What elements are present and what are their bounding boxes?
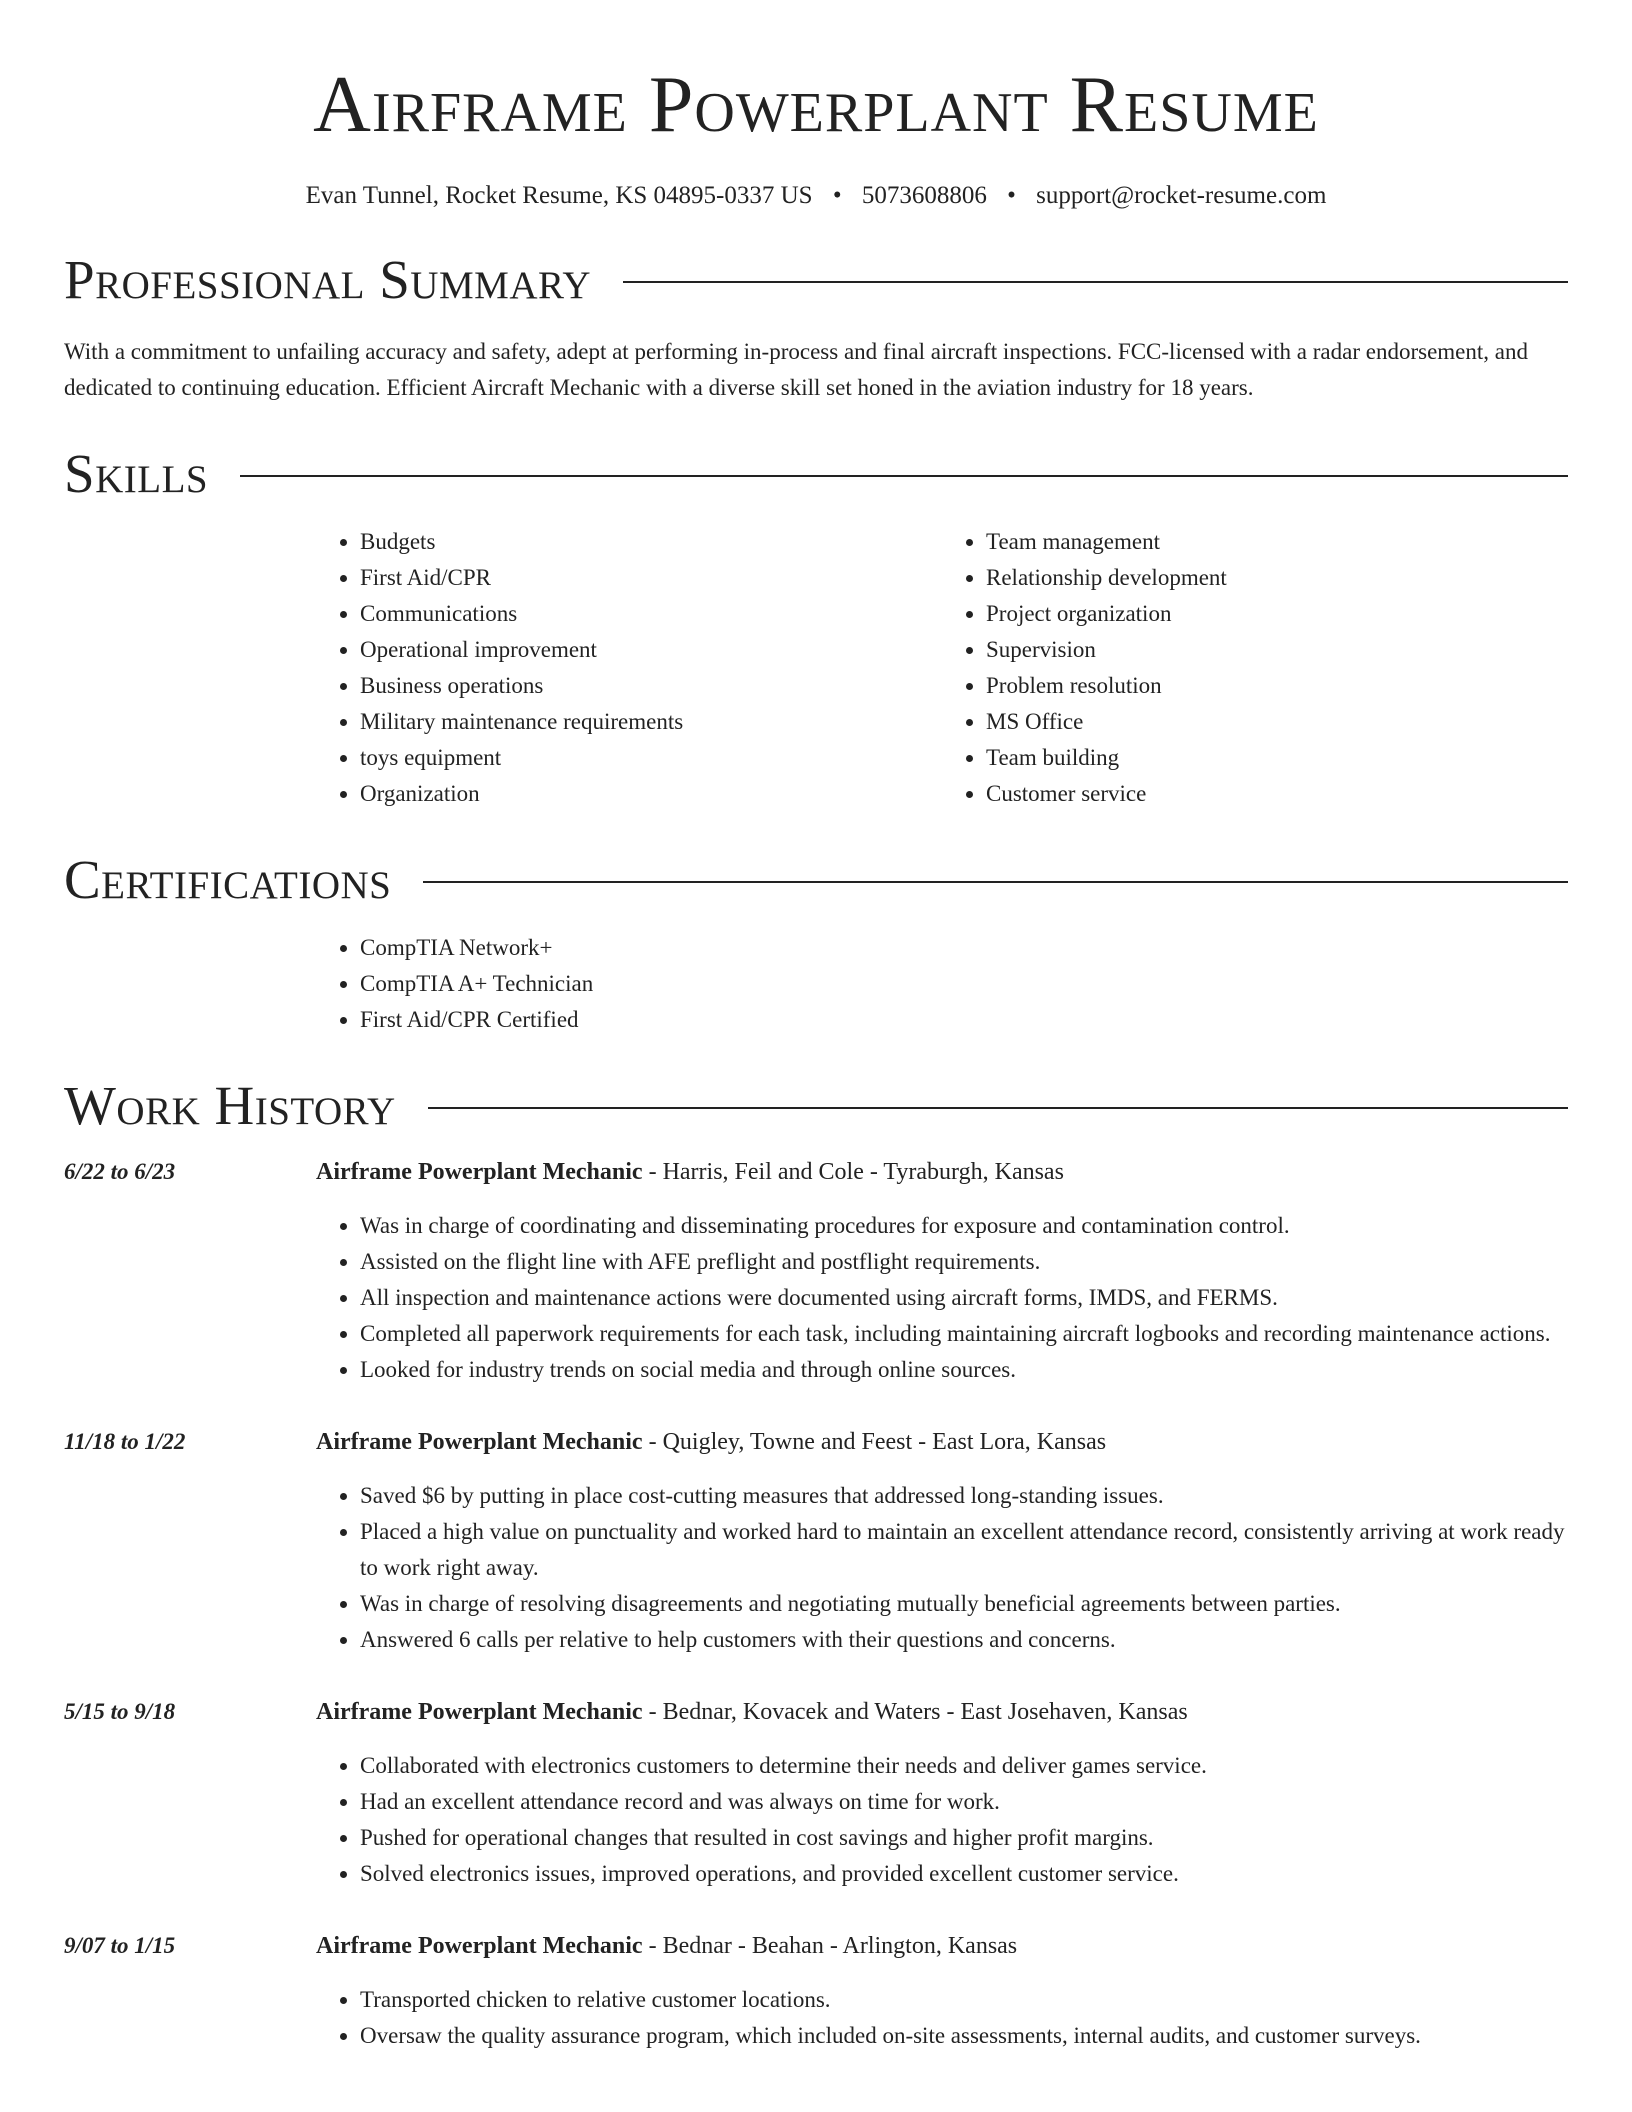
work-history-heading-row bbox=[64, 1072, 1568, 1140]
summary-heading: Professional Summary bbox=[64, 249, 592, 310]
job-bullet: • Solved electronics issues, improved operations, and provided excellent customer service. bbox=[360, 1856, 1568, 1892]
job-bullet: • Assisted on the flight line with AFE preflight and postflight requirements. bbox=[360, 1244, 1568, 1280]
skill-item: • First Aid/CPR bbox=[360, 560, 942, 596]
job-details bbox=[316, 1928, 1568, 2054]
certifications-heading: Certifications bbox=[64, 849, 392, 910]
job-bullet: • Looked for industry trends on social media and through online sources. bbox=[360, 1352, 1568, 1388]
job-bullet: • Placed a high value on punctuality and worked hard to maintain an excellent attendance record, consistently arriving at work ready to work right away. bbox=[360, 1514, 1568, 1586]
job-bullet: • Completed all paperwork requirements for each task, including maintaining aircraft logbooks and recording maintenance actions. bbox=[360, 1316, 1568, 1352]
skill-item: • Team management bbox=[986, 524, 1568, 560]
skills-heading: Skills bbox=[64, 443, 209, 504]
job-entry bbox=[64, 1694, 1568, 1892]
certification-item: • First Aid/CPR Certified bbox=[360, 1002, 1568, 1038]
contact-email[interactable]: support@rocket-resume.com bbox=[1036, 182, 1327, 209]
skills-column-left bbox=[316, 524, 942, 812]
job-bullet: • Collaborated with electronics customers to determine their needs and deliver games service. bbox=[360, 1748, 1568, 1784]
job-bullet: • Answered 6 calls per relative to help customers with their questions and concerns. bbox=[360, 1622, 1568, 1658]
job-bullets bbox=[316, 1478, 1568, 1658]
job-bullet: • Had an excellent attendance record and was always on time for work. bbox=[360, 1784, 1568, 1820]
job-employer: - Quigley, Towne and Feest - East Lora, Kansas bbox=[642, 1429, 1107, 1455]
job-title: Airframe Powerplant Mechanic bbox=[316, 1699, 643, 1725]
skill-item: • MS Office bbox=[986, 704, 1568, 740]
certifications-list-wrap bbox=[316, 930, 1568, 1038]
job-entry bbox=[64, 1928, 1568, 2054]
job-employer: - Harris, Feil and Cole - Tyraburgh, Kansas bbox=[642, 1159, 1064, 1185]
job-heading bbox=[316, 1928, 1568, 1964]
skills-column-right bbox=[942, 524, 1568, 812]
skill-item: • Business operations bbox=[360, 668, 942, 704]
job-title: Airframe Powerplant Mechanic bbox=[316, 1429, 643, 1455]
section-divider bbox=[423, 881, 1568, 883]
job-entry bbox=[64, 1424, 1568, 1658]
job-bullet: • Pushed for operational changes that resulted in cost savings and higher profit margins. bbox=[360, 1820, 1568, 1856]
certifications-list bbox=[316, 930, 1568, 1038]
job-bullets bbox=[316, 1982, 1568, 2054]
work-history-heading: Work History bbox=[64, 1075, 396, 1136]
job-title: Airframe Powerplant Mechanic bbox=[316, 1933, 643, 1959]
contact-phone: 5073608806 bbox=[861, 182, 987, 209]
skill-item: • toys equipment bbox=[360, 740, 942, 776]
skill-item: • Military maintenance requirements bbox=[360, 704, 942, 740]
skill-item: • Customer service bbox=[986, 776, 1568, 812]
job-dates: 6/22 to 6/23 bbox=[64, 1159, 176, 1184]
resume-title: Airframe Powerplant Resume bbox=[313, 61, 1319, 149]
job-dates: 11/18 to 1/22 bbox=[64, 1429, 186, 1454]
skill-item: • Budgets bbox=[360, 524, 942, 560]
job-employer: - Bednar - Beahan - Arlington, Kansas bbox=[642, 1933, 1018, 1959]
skills-heading-row bbox=[64, 440, 1568, 508]
job-bullet: • Oversaw the quality assurance program, which included on-site assessments, internal audits, and customer surveys. bbox=[360, 2018, 1568, 2054]
certifications-section bbox=[64, 846, 1568, 1038]
job-details bbox=[316, 1424, 1568, 1658]
contact-line bbox=[64, 180, 1568, 212]
summary-text: With a commitment to unfailing accuracy and safety, adept at performing in-process and final aircraft inspections. FCC-licensed with a radar endorsement, and dedicated to continuing education. Efficient Aircraft Mechanic with a diverse skill set honed in the aviation industry for 18 years. bbox=[64, 339, 1528, 400]
contact-separator: • bbox=[1007, 182, 1016, 209]
section-divider bbox=[623, 281, 1568, 283]
job-heading bbox=[316, 1154, 1568, 1190]
contact-separator: • bbox=[832, 182, 842, 209]
job-bullet: • Transported chicken to relative customer locations. bbox=[360, 1982, 1568, 2018]
work-history-section bbox=[64, 1072, 1568, 2054]
job-details bbox=[316, 1694, 1568, 1892]
skills-list-left bbox=[316, 524, 942, 812]
skill-item: • Communications bbox=[360, 596, 942, 632]
skill-item: • Team building bbox=[986, 740, 1568, 776]
skill-item: • Project organization bbox=[986, 596, 1568, 632]
skills-grid bbox=[316, 524, 1568, 812]
resume-header bbox=[64, 0, 1568, 212]
job-dates: 9/07 to 1/15 bbox=[64, 1933, 176, 1958]
job-bullet: • Was in charge of resolving disagreements and negotiating mutually beneficial agreements between parties. bbox=[360, 1586, 1568, 1622]
summary-heading-row bbox=[64, 246, 1568, 314]
section-divider bbox=[240, 475, 1568, 477]
skill-item: • Supervision bbox=[986, 632, 1568, 668]
certification-item: • CompTIA A+ Technician bbox=[360, 966, 1568, 1002]
skill-item: • Relationship development bbox=[986, 560, 1568, 596]
skill-item: • Problem resolution bbox=[986, 668, 1568, 704]
skills-list-right bbox=[942, 524, 1568, 812]
job-heading bbox=[316, 1424, 1568, 1460]
section-divider bbox=[428, 1107, 1568, 1109]
job-heading bbox=[316, 1694, 1568, 1730]
job-bullets bbox=[316, 1208, 1568, 1388]
skill-item: • Operational improvement bbox=[360, 632, 942, 668]
job-bullets bbox=[316, 1748, 1568, 1892]
job-bullet: • All inspection and maintenance actions were documented using aircraft forms, IMDS, and FERMS. bbox=[360, 1280, 1568, 1316]
job-dates: 5/15 to 9/18 bbox=[64, 1699, 176, 1724]
contact-address: Evan Tunnel, Rocket Resume, KS 04895-0337 US bbox=[305, 182, 813, 209]
summary-section bbox=[64, 246, 1568, 406]
job-entry bbox=[64, 1154, 1568, 1388]
certification-item: • CompTIA Network+ bbox=[360, 930, 1568, 966]
job-details bbox=[316, 1154, 1568, 1388]
job-employer: - Bednar, Kovacek and Waters - East Josehaven, Kansas bbox=[642, 1699, 1188, 1725]
skill-item: • Organization bbox=[360, 776, 942, 812]
job-bullet: • Was in charge of coordinating and disseminating procedures for exposure and contamination control. bbox=[360, 1208, 1568, 1244]
skills-section bbox=[64, 440, 1568, 812]
certifications-heading-row bbox=[64, 846, 1568, 914]
job-title: Airframe Powerplant Mechanic bbox=[316, 1159, 643, 1185]
job-bullet: • Saved $6 by putting in place cost-cutting measures that addressed long-standing issues. bbox=[360, 1478, 1568, 1514]
